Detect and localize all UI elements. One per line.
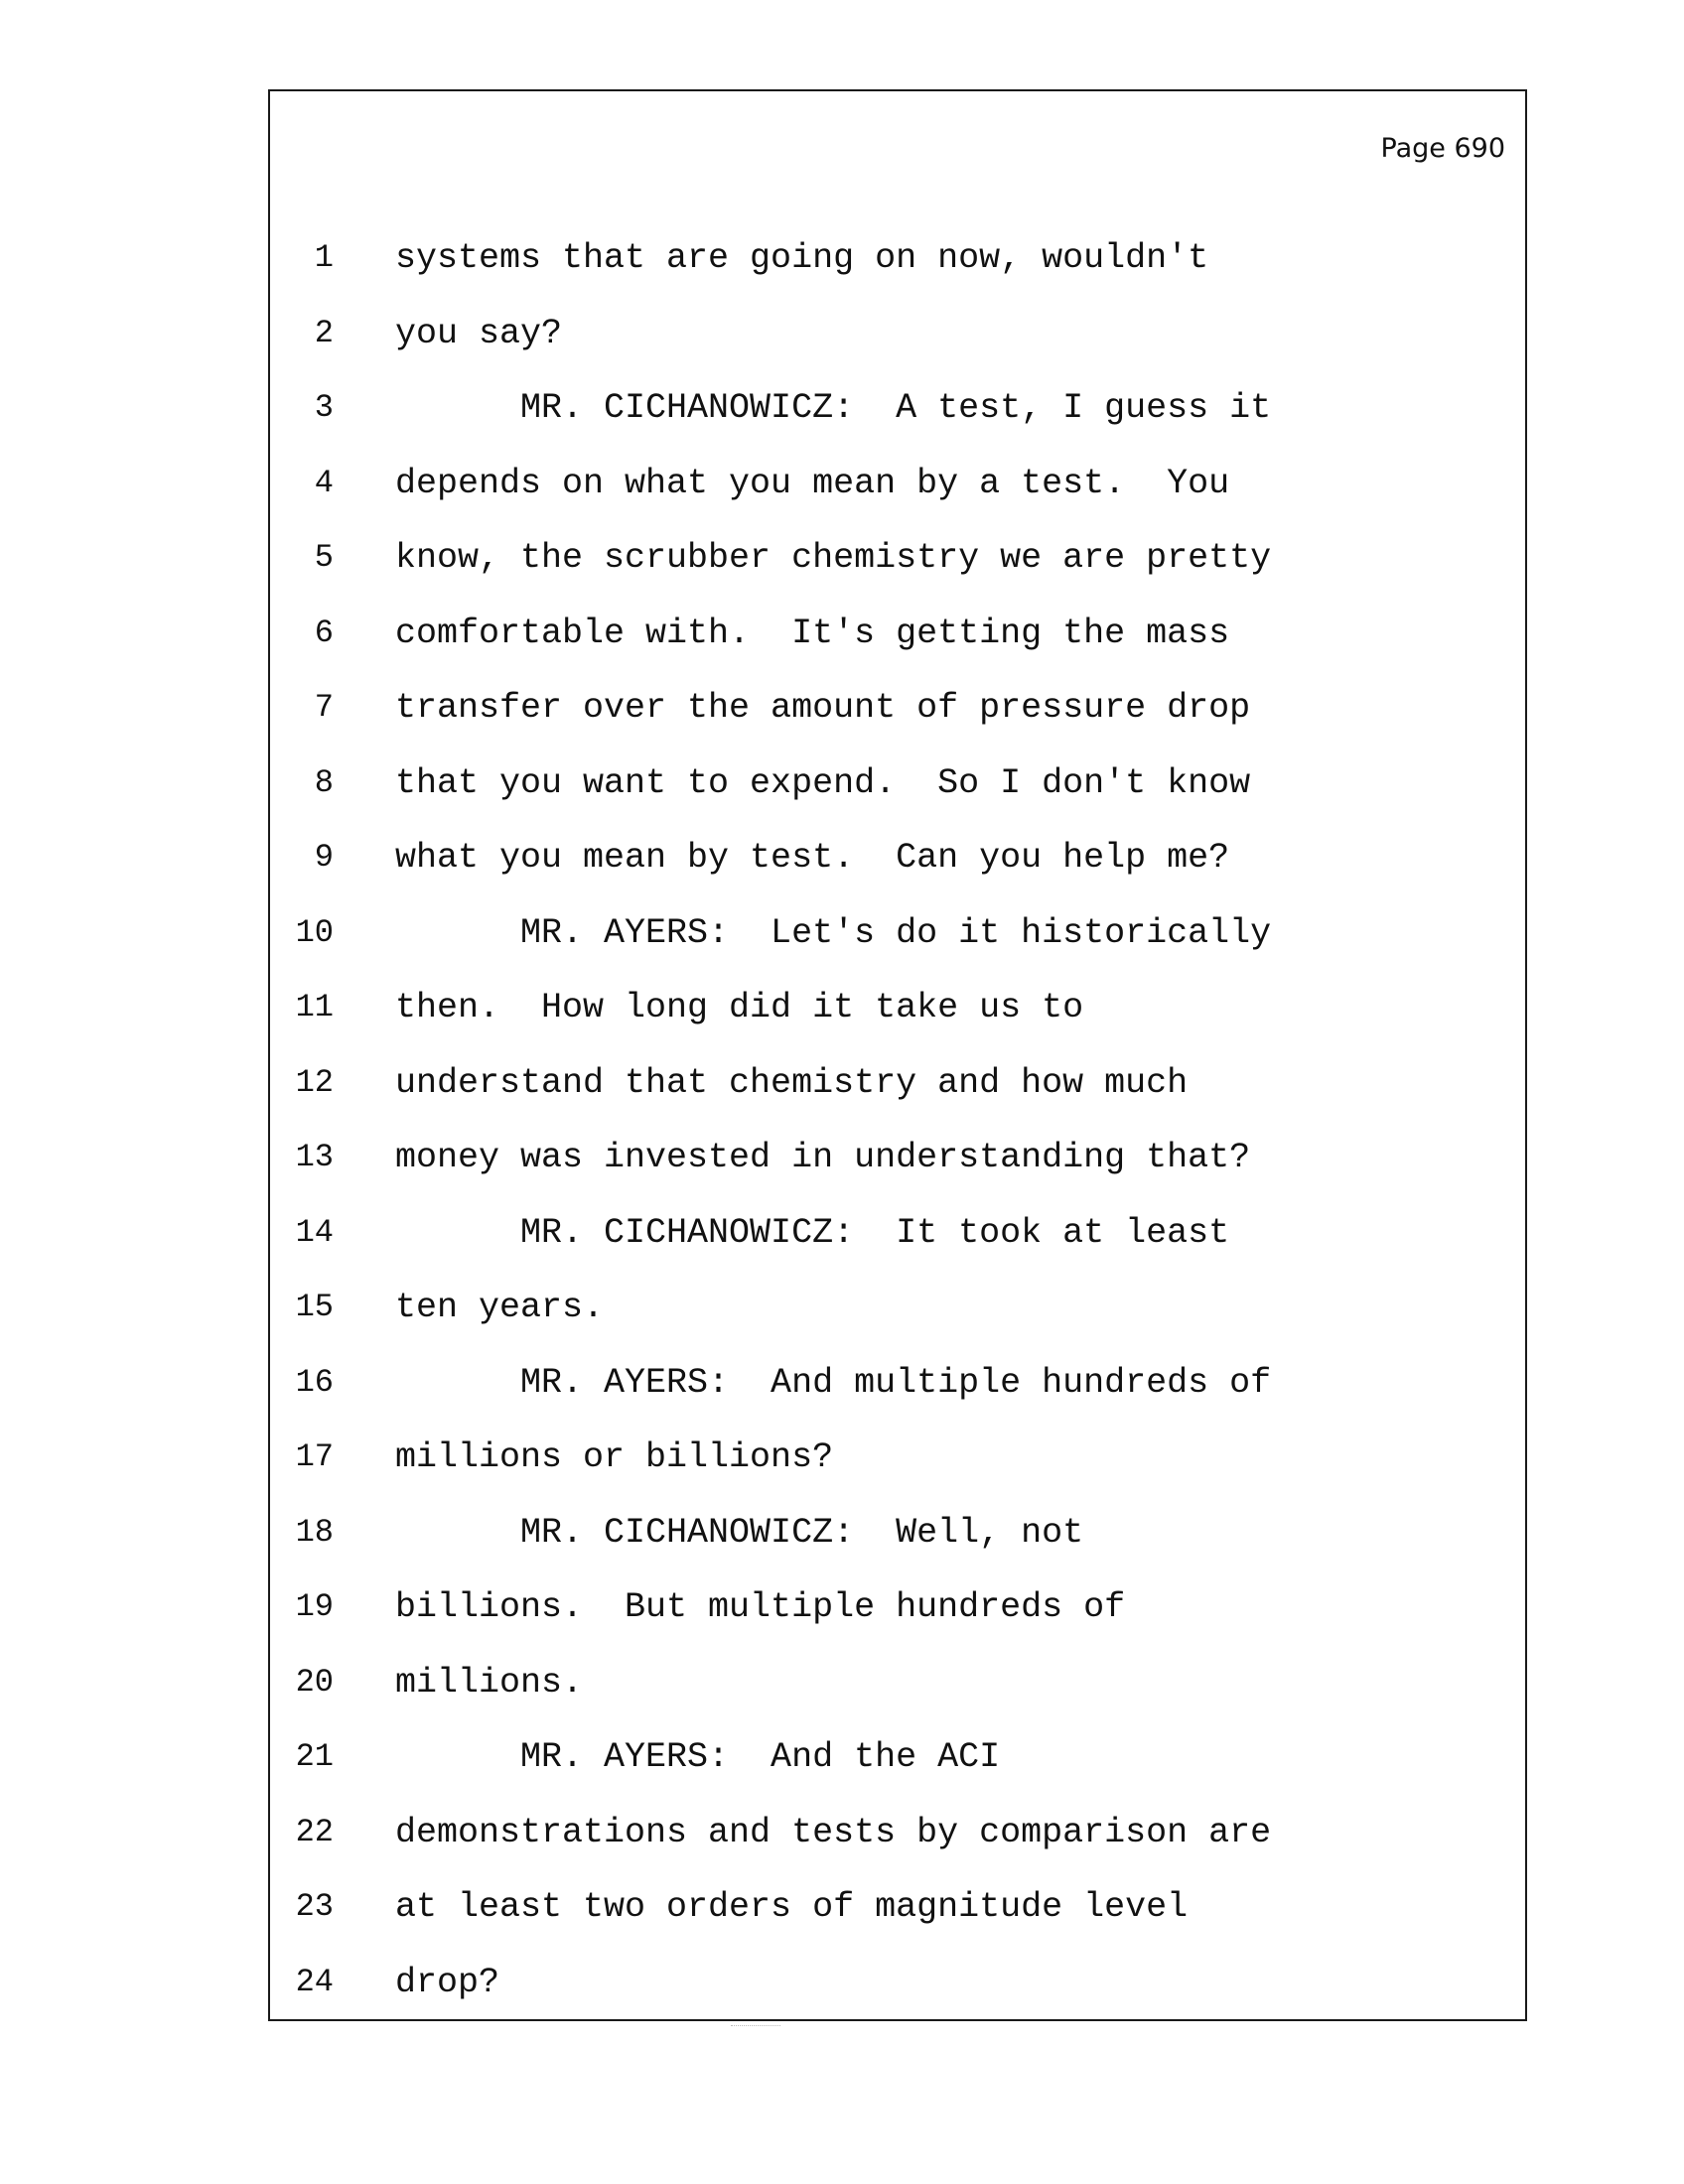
transcript-line (270, 1437, 1525, 1513)
transcript-line (270, 1963, 1525, 2038)
page-number: Page 690 (1380, 133, 1505, 164)
line-number: 2 (314, 314, 334, 351)
line-number: 14 (295, 1213, 334, 1251)
line-number: 17 (295, 1438, 334, 1475)
line-number: 19 (295, 1588, 334, 1625)
line-number: 22 (295, 1813, 334, 1850)
transcript-line (270, 1663, 1525, 1738)
transcript-line (270, 538, 1525, 614)
line-number: 18 (295, 1513, 334, 1551)
line-text: understand that chemistry and how much (395, 1062, 1189, 1103)
transcript-line (270, 1587, 1525, 1663)
line-text: what you mean by test. Can you help me? (395, 838, 1230, 878)
line-text: millions. (395, 1662, 584, 1703)
line-number: 21 (295, 1738, 334, 1775)
transcript-line (270, 1513, 1525, 1588)
line-number: 15 (295, 1289, 334, 1325)
transcript-line (270, 238, 1525, 314)
line-text: that you want to expend. So I don't know (395, 762, 1251, 803)
line-text: you say? (395, 313, 563, 353)
line-number: 10 (295, 913, 334, 951)
line-number: 20 (295, 1663, 334, 1701)
line-text: then. How long did it take us to (395, 988, 1084, 1027)
line-text: demonstrations and tests by comparison are (395, 1812, 1272, 1852)
transcript-line (270, 1063, 1525, 1139)
line-text: MR. CICHANOWICZ: Well, not (395, 1512, 1084, 1553)
line-text: millions or billions? (395, 1437, 834, 1477)
line-text: transfer over the amount of pressure drop (395, 688, 1251, 728)
line-text: at least two orders of magnitude level (395, 1887, 1189, 1927)
line-number: 1 (314, 239, 334, 276)
line-number: 12 (295, 1063, 334, 1101)
line-number: 9 (314, 839, 334, 876)
line-text: MR. CICHANOWICZ: A test, I guess it (395, 388, 1272, 428)
line-text: know, the scrubber chemistry we are pretty (395, 538, 1272, 578)
line-text: depends on what you mean by a test. You (395, 463, 1230, 503)
footer-dotted-mark (731, 2025, 780, 2028)
line-text: money was invested in understanding that? (395, 1138, 1251, 1177)
line-number: 8 (314, 763, 334, 801)
line-number: 7 (314, 689, 334, 726)
line-number: 4 (314, 464, 334, 501)
transcript-line (270, 763, 1525, 839)
transcript-line (270, 988, 1525, 1063)
line-number: 11 (295, 989, 334, 1025)
line-text: MR. AYERS: And multiple hundreds of (395, 1362, 1272, 1403)
line-number: 3 (314, 389, 334, 426)
transcript-line (270, 1288, 1525, 1363)
transcript-line (270, 688, 1525, 763)
line-text: ten years. (395, 1288, 605, 1327)
line-number: 6 (314, 614, 334, 651)
transcript-line (270, 314, 1525, 389)
line-number: 23 (295, 1888, 334, 1925)
transcript-line (270, 1138, 1525, 1213)
line-number: 16 (295, 1363, 334, 1401)
transcript-line (270, 1363, 1525, 1438)
line-text: MR. CICHANOWICZ: It took at least (395, 1212, 1230, 1253)
transcript-line (270, 913, 1525, 989)
line-text: drop? (395, 1962, 500, 2002)
transcript-page (268, 89, 1527, 2021)
line-text: billions. But multiple hundreds of (395, 1587, 1126, 1627)
transcript-line (270, 1813, 1525, 1888)
transcript-line (270, 1887, 1525, 1963)
line-text: systems that are going on now, wouldn't (395, 238, 1209, 278)
line-number: 13 (295, 1139, 334, 1175)
line-text: MR. AYERS: Let's do it historically (395, 912, 1272, 953)
transcript-line (270, 1213, 1525, 1289)
line-number: 5 (314, 539, 334, 576)
line-text: comfortable with. It's getting the mass (395, 613, 1230, 653)
line-number: 24 (295, 1963, 334, 2000)
transcript-line (270, 464, 1525, 539)
transcript-line (270, 388, 1525, 464)
transcript-line (270, 838, 1525, 913)
transcript-line (270, 1737, 1525, 1813)
transcript-line (270, 614, 1525, 689)
line-text: MR. AYERS: And the ACI (395, 1737, 1001, 1777)
